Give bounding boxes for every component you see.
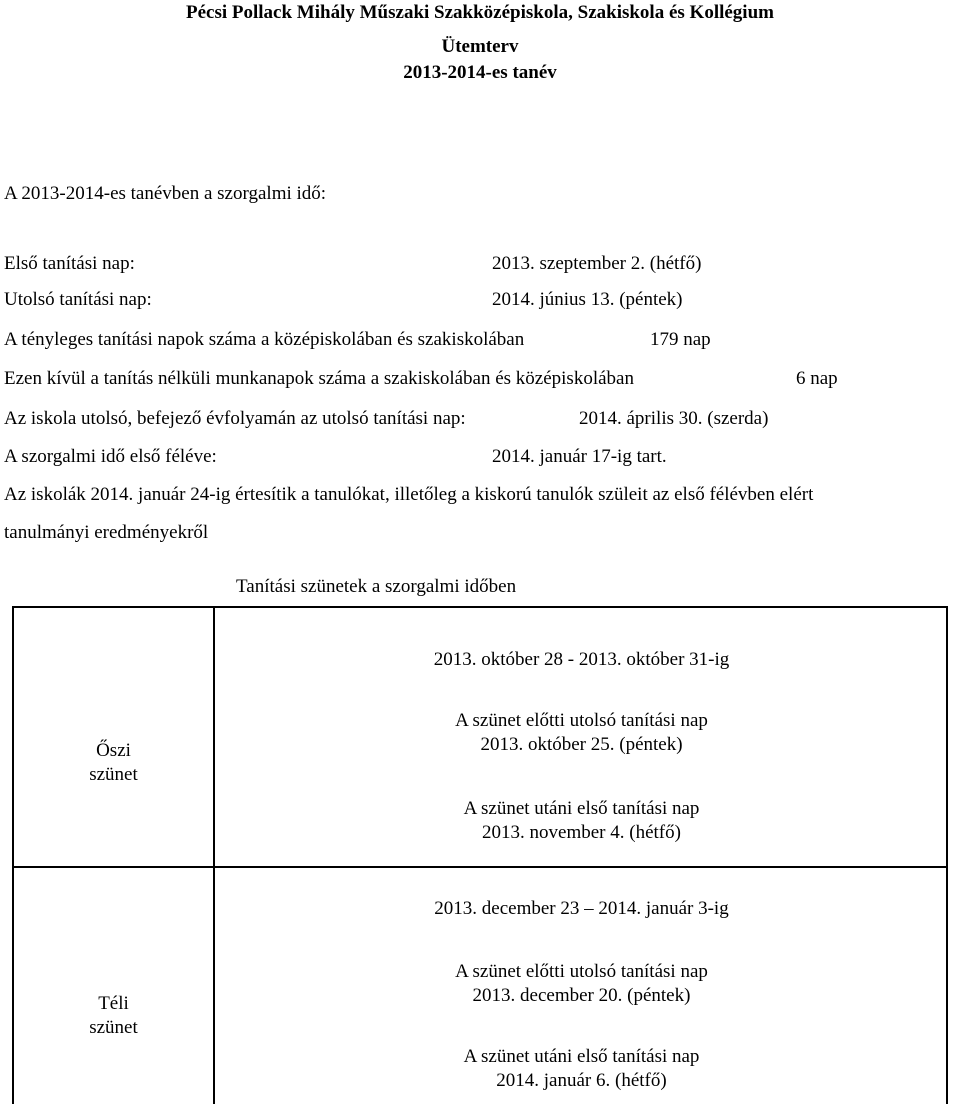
first-semester-label: A szorgalmi idő első féléve: (4, 446, 217, 467)
winter-break-after (213, 1045, 950, 1093)
autumn-break-period: 2013. október 28 - 2013. október 31-ig (433, 649, 730, 670)
autumn-before-date: 2013. október 25. (péntek) (480, 734, 683, 755)
final-year-value: 2014. április 30. (szerda) (579, 408, 769, 429)
winter-break-name-line1: Téli (98, 993, 129, 1014)
final-year-label: Az iskola utolsó, befejező évfolyamán az utolsó tanítási nap: (4, 408, 466, 429)
table-column-divider (213, 608, 215, 1104)
winter-before-date: 2013. december 20. (péntek) (472, 985, 691, 1006)
autumn-after-date: 2013. november 4. (hétfő) (482, 822, 681, 843)
first-day-label: Első tanítási nap: (4, 253, 135, 274)
winter-break-period: 2013. december 23 – 2014. január 3-ig (434, 898, 729, 919)
first-semester-value: 2014. január 17-ig tart. (492, 446, 667, 467)
winter-before-label: A szünet előtti utolsó tanítási nap (455, 961, 708, 982)
autumn-break-before (213, 709, 950, 757)
workdays-value: 6 nap (796, 368, 838, 389)
autumn-break-name (14, 739, 213, 787)
winter-after-label: A szünet utáni első tanítási nap (463, 1046, 700, 1067)
teaching-days-label: A tényleges tanítási napok száma a középiskolában és szakiskolában (4, 329, 525, 350)
winter-break-name (14, 992, 213, 1040)
intro-text: A 2013-2014-es tanévben a szorgalmi idő: (4, 183, 327, 204)
autumn-before-label: A szünet előtti utolsó tanítási nap (455, 710, 708, 731)
autumn-after-label: A szünet utáni első tanítási nap (463, 798, 700, 819)
autumn-break-name-line2: szünet (89, 764, 138, 785)
notice-line-1: Az iskolák 2014. január 24-ig értesítik a tanulókat, illetőleg a kiskorú tanulók szüleit az első félévben elért (4, 484, 814, 505)
last-day-value: 2014. június 13. (péntek) (492, 289, 683, 310)
breaks-table (12, 606, 948, 1104)
winter-break-name-line2: szünet (89, 1017, 138, 1038)
notice-line-2: tanulmányi eredményekről (4, 522, 209, 543)
autumn-break-name-line1: Őszi (96, 740, 131, 761)
workdays-label: Ezen kívül a tanítás nélküli munkanapok száma a szakiskolában és középiskolában (4, 368, 634, 389)
teaching-days-value: 179 nap (650, 329, 711, 350)
document-title: Ütemterv (441, 36, 519, 57)
school-name: Pécsi Pollack Mihály Műszaki Szakközépiskola, Szakiskola és Kollégium (186, 2, 774, 23)
breaks-title: Tanítási szünetek a szorgalmi időben (236, 576, 517, 597)
last-day-label: Utolsó tanítási nap: (4, 289, 152, 310)
winter-after-date: 2014. január 6. (hétfő) (496, 1070, 667, 1091)
first-day-value: 2013. szeptember 2. (hétfő) (492, 253, 702, 274)
table-row-divider (14, 866, 946, 868)
autumn-break-after (213, 797, 950, 845)
school-year: 2013-2014-es tanév (403, 62, 557, 83)
winter-break-before (213, 960, 950, 1008)
